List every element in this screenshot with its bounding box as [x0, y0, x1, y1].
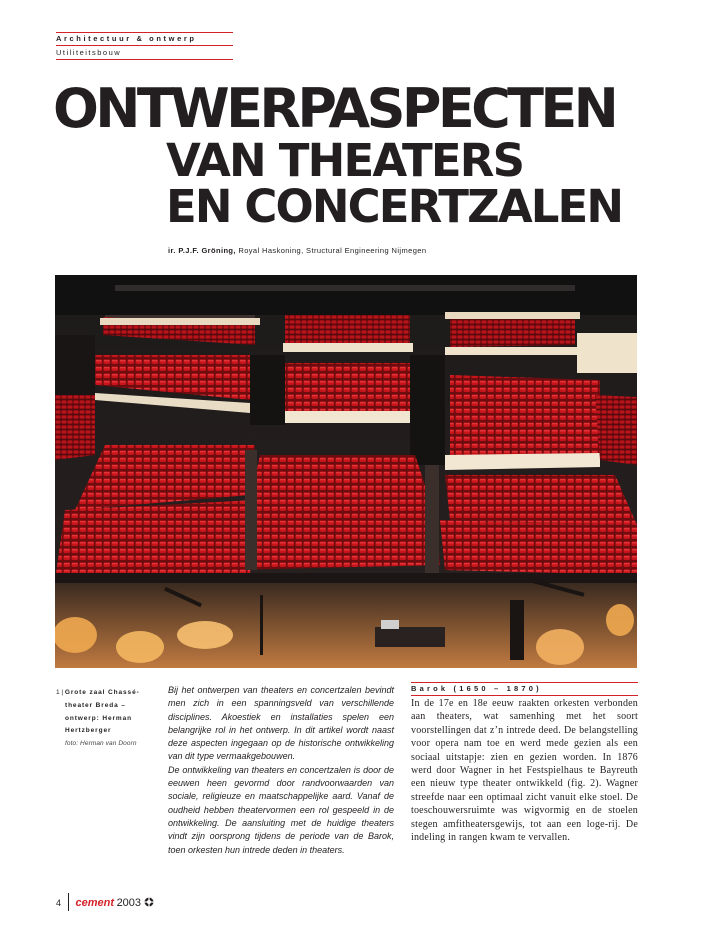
caption-line-2: theater Breda – [65, 701, 126, 709]
header-rule-middle [56, 45, 233, 46]
section-rule-bottom [411, 695, 638, 696]
caption-line-4: Hertzberger [65, 727, 112, 735]
article-intro [168, 684, 394, 857]
byline [168, 246, 426, 255]
article-title-line-1: ONTWERPASPECTEN [53, 77, 616, 140]
author-name: ir. P.J.F. Gröning, [168, 246, 236, 255]
section-heading: Barok (1650 – 1870) [411, 684, 542, 693]
article-title-line-3: EN CONCERTZALEN [166, 180, 623, 233]
intro-paragraph-1: Bij het ontwerpen van theaters en concertzalen bevindt men zich in een spanningsveld van verschillende disciplines. Akoestiek en installaties spelen een belangrijke rol in het ontwerp. In dit artikel wordt naast deze aspecten ingegaan op de historische ontwikkeling van dit type vermaakgebouwen. [168, 685, 394, 762]
intro-paragraph-2: De ontwikkeling van theaters en concertzalen is door de eeuwen heen gevormd door randvoorwaarden van sociale, religieuze en maatschappelijke aard. Vanaf de oudheid hebben theatervormen een rol gespeeld in de ontwikkeling. De aansluiting met de huidige theaters vindt zijn oorsprong tijdens de periode van de Barok, toen orkesten hun intrede deden in theaters. [168, 764, 394, 855]
magazine-year: 2003 [116, 897, 142, 909]
section-kicker: Architectuur & ontwerp [56, 34, 197, 43]
header-rule-top [56, 32, 233, 33]
section-body [411, 697, 638, 844]
concert-hall-photo [55, 275, 637, 668]
section-subkicker: Utiliteitsbouw [56, 48, 122, 57]
caption-line-1: Grote zaal Chassé- [64, 689, 140, 696]
cement-logo-icon [144, 898, 154, 908]
section-rule-top [411, 682, 638, 683]
figure-number: 1 | [56, 689, 64, 696]
section-paragraph: In de 17e en 18e eeuw raakten orkesten verbonden aan theaters, wat samenhing met het soort voorstellingen dat z’n intrede deed. De belangstelling voor opera nam toe en werd mede gezien als een sociaal uitstapje: zien en gezien worden. In 1876 werd door Wagner in het Festspielhaus te Bayreuth een nieuw type theater ontwikkeld (fig. 2). Wagner streefde naar een optimaal zicht vanuit elke stoel. De toeschouwersruimte was wigvormig en de stoelen stegen amfitheatersgewijs, tot aan een loge-rij. De indeling in rangen kwam te vervallen. [411, 698, 638, 844]
page-number: 4 [56, 898, 62, 908]
header-rule-bottom [56, 59, 233, 60]
footer-divider [68, 893, 69, 911]
caption-line-3: ontwerp: Herman [65, 714, 132, 722]
article-title-line-2: VAN THEATERS [166, 134, 524, 187]
page-footer [56, 893, 154, 911]
author-affiliation: Royal Haskoning, Structural Engineering Nijmegen [238, 246, 427, 255]
figure-caption [56, 687, 156, 751]
magazine-name: cement [75, 897, 115, 909]
photo-credit: foto: Herman van Doorn [65, 740, 137, 748]
